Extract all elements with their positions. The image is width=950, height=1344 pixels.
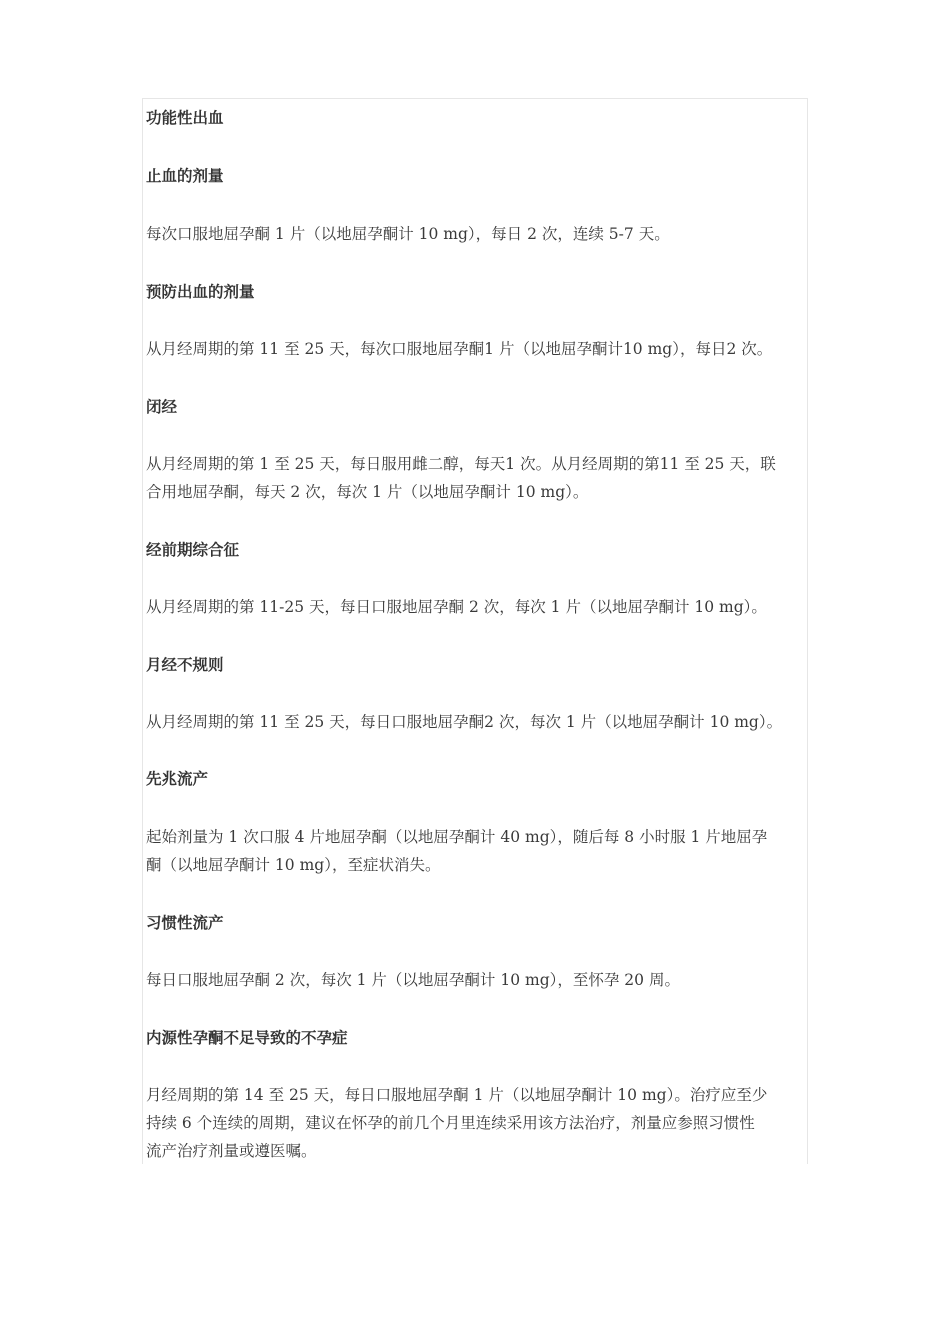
heading-irregular-menstruation: 月经不规则 [146, 656, 224, 674]
heading-amenorrhea: 闭经 [146, 398, 178, 416]
paragraph-line: 从月经周期的第 1 至 25 天，每日服用雌二醇，每天1 次。从月经周期的第11 至 25 天，联 [146, 455, 776, 473]
paragraph-line: 月经周期的第 14 至 25 天，每日口服地屈孕酮 1 片（以地屈孕酮计 10 mg）。治疗应至少 [146, 1086, 768, 1104]
paragraph-line: 每日口服地屈孕酮 2 次，每次 1 片（以地屈孕酮计 10 mg），至怀孕 20 周。 [146, 971, 680, 989]
heading-threatened-abortion: 先兆流产 [146, 770, 209, 788]
heading-prevent-bleeding-dose: 预防出血的剂量 [146, 283, 255, 301]
paragraph-line: 从月经周期的第 11 至 25 天，每次口服地屈孕酮1 片（以地屈孕酮计10 mg），每日2 次。 [146, 340, 773, 358]
paragraph-line: 从月经周期的第 11 至 25 天，每日口服地屈孕酮2 次，每次 1 片（以地屈孕酮计 10 mg）。 [146, 713, 783, 731]
paragraph-line: 合用地屈孕酮，每天 2 次，每次 1 片（以地屈孕酮计 10 mg）。 [146, 483, 589, 501]
paragraph-line: 起始剂量为 1 次口服 4 片地屈孕酮（以地屈孕酮计 40 mg），随后每 8 小时服 1 片地屈孕 [146, 828, 768, 846]
paragraph-line: 从月经周期的第 11-25 天，每日口服地屈孕酮 2 次，每次 1 片（以地屈孕酮计 10 mg）。 [146, 598, 767, 616]
heading-pms: 经前期综合征 [146, 541, 240, 559]
document-frame [142, 98, 808, 1164]
paragraph-line: 每次口服地屈孕酮 1 片（以地屈孕酮计 10 mg），每日 2 次，连续 5-7 天。 [146, 225, 670, 243]
paragraph-line: 持续 6 个连续的周期，建议在怀孕的前几个月里连续采用该方法治疗，剂量应参照习惯性 [146, 1114, 755, 1132]
heading-infertility: 内源性孕酮不足导致的不孕症 [146, 1029, 348, 1047]
heading-hemostatic-dose: 止血的剂量 [146, 167, 224, 185]
heading-functional-bleeding: 功能性出血 [146, 109, 224, 127]
paragraph-line: 流产治疗剂量或遵医嘱。 [146, 1142, 317, 1160]
heading-habitual-abortion: 习惯性流产 [146, 914, 224, 932]
paragraph-line: 酮（以地屈孕酮计 10 mg），至症状消失。 [146, 856, 441, 874]
